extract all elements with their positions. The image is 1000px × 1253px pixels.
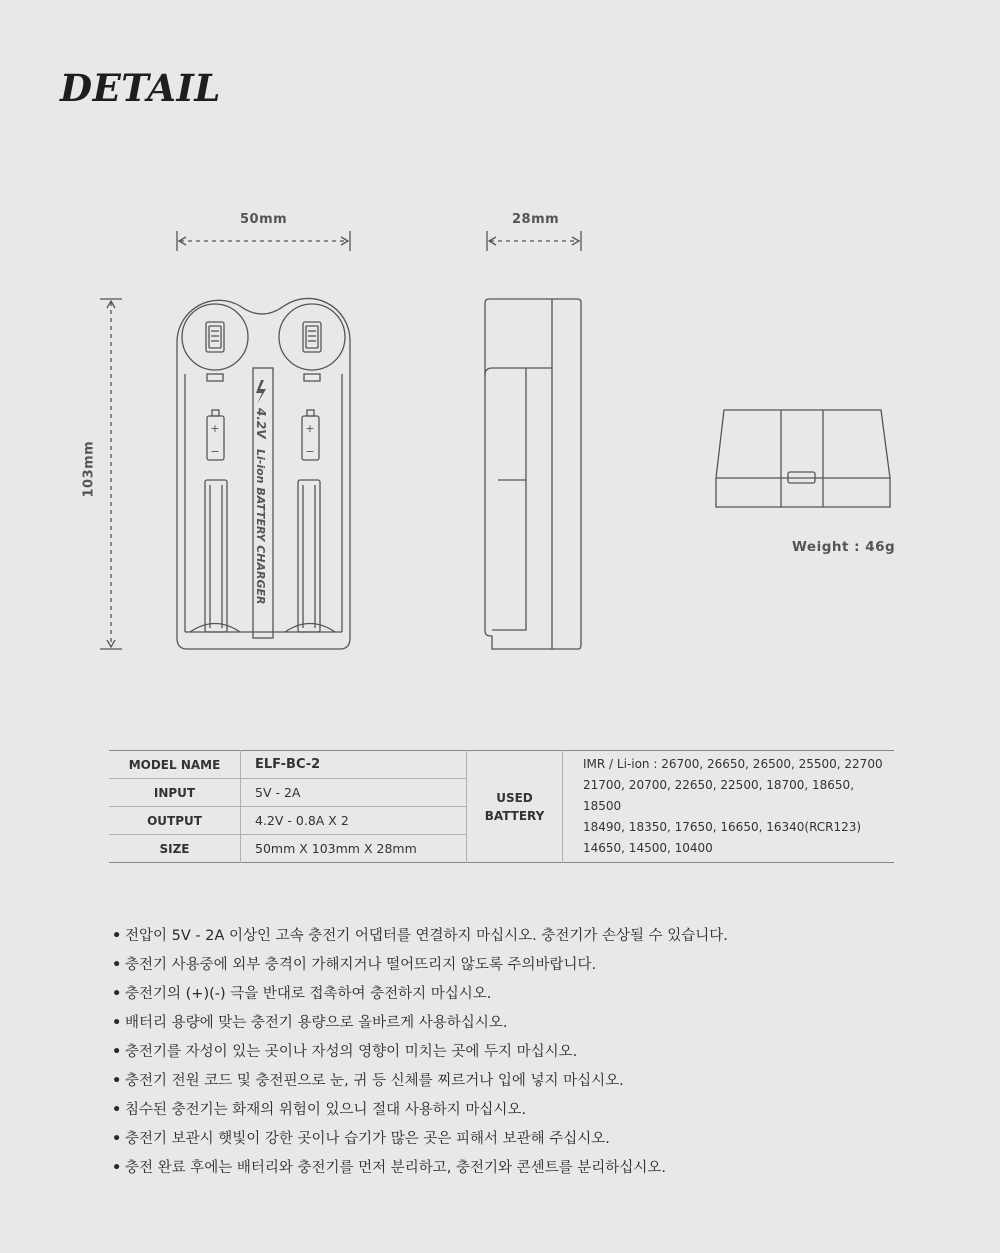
battery-plus-sign-right: + bbox=[305, 422, 315, 435]
bullet: • bbox=[112, 1044, 122, 1060]
bullet: • bbox=[112, 957, 122, 973]
bullet: • bbox=[112, 1073, 122, 1089]
note-text: 배터리 용량에 맞는 충전기 용량으로 올바르게 사용하십시오. bbox=[125, 1015, 508, 1031]
printed-voltage: 4.2V bbox=[254, 408, 268, 439]
battery-line: 14650, 14500, 10400 bbox=[583, 841, 713, 855]
battery-minus-sign-right: − bbox=[305, 445, 315, 458]
width-dimension-line bbox=[177, 231, 350, 251]
spec-value-input: 5V - 2A bbox=[241, 779, 467, 807]
list-item bbox=[112, 1154, 728, 1183]
used-label-line2: BATTERY bbox=[484, 808, 545, 823]
page-title: DETAIL bbox=[60, 66, 221, 110]
note-text: 침수된 충전기는 화재의 위험이 있으니 절대 사용하지 마십시오. bbox=[125, 1102, 527, 1118]
spec-label-input: INPUT bbox=[109, 779, 241, 807]
spec-value-model: ELF-BC-2 bbox=[241, 751, 467, 779]
list-item bbox=[112, 1067, 728, 1096]
note-text: 충전기 보관시 햇빛이 강한 곳이나 습기가 많은 곳은 피해서 보관해 주십시오. bbox=[125, 1131, 610, 1147]
battery-minus-sign-left: − bbox=[210, 445, 220, 458]
battery-line: 18490, 18350, 17650, 16650, 16340(RCR123) bbox=[583, 820, 862, 834]
table-row bbox=[109, 751, 894, 779]
spec-label-size: SIZE bbox=[109, 835, 241, 863]
height-dimension-line bbox=[100, 299, 122, 649]
bullet: • bbox=[112, 1015, 122, 1031]
battery-line: IMR / Li-ion : 26700, 26650, 26500, 25500, 22700 bbox=[583, 757, 883, 771]
width-label: 50mm bbox=[240, 212, 288, 227]
battery-list bbox=[563, 751, 895, 863]
height-label: 103mm bbox=[81, 440, 97, 498]
bullet: • bbox=[112, 1102, 122, 1118]
spec-table bbox=[109, 750, 894, 863]
list-item bbox=[112, 1038, 728, 1067]
list-item bbox=[112, 951, 728, 980]
list-item bbox=[112, 922, 728, 951]
list-item bbox=[112, 980, 728, 1009]
note-text: 충전기 사용중에 외부 충격이 가해지거나 떨어뜨리지 않도록 주의바랍니다. bbox=[125, 957, 597, 973]
bullet: • bbox=[112, 986, 122, 1002]
depth-label: 28mm bbox=[512, 212, 560, 227]
note-text: 충전기 전원 코드 및 충전핀으로 눈, 귀 등 신체를 찌르거나 입에 넣지 마십시오. bbox=[125, 1073, 624, 1089]
spec-label-output: OUTPUT bbox=[109, 807, 241, 835]
charger-side-view bbox=[485, 299, 581, 649]
charger-top-view bbox=[716, 410, 890, 507]
spec-value-size: 50mm X 103mm X 28mm bbox=[241, 835, 467, 863]
spec-value-output: 4.2V - 0.8A X 2 bbox=[241, 807, 467, 835]
list-item bbox=[112, 1125, 728, 1154]
battery-line: 21700, 20700, 22650, 22500, 18700, 18650, 18500 bbox=[583, 778, 855, 813]
bullet: • bbox=[112, 1131, 122, 1147]
note-text: 충전 완료 후에는 배터리와 충전기를 먼저 분리하고, 충전기와 콘센트를 분리하십시오. bbox=[125, 1160, 666, 1176]
caution-list bbox=[112, 922, 728, 1183]
list-item bbox=[112, 1009, 728, 1038]
printed-product-name: Li-ion BATTERY CHARGER bbox=[254, 449, 267, 605]
bullet: • bbox=[112, 1160, 122, 1176]
list-item bbox=[112, 1096, 728, 1125]
note-text: 충전기를 자성이 있는 곳이나 자성의 영향이 미치는 곳에 두지 마십시오. bbox=[125, 1044, 578, 1060]
spec-label-model: MODEL NAME bbox=[109, 751, 241, 779]
depth-dimension-line bbox=[487, 231, 581, 251]
note-text: 충전기의 (+)(-) 극을 반대로 접촉하여 충전하지 마십시오. bbox=[125, 986, 492, 1002]
used-battery-label bbox=[467, 751, 563, 863]
lightning-icon bbox=[256, 380, 266, 404]
bullet: • bbox=[112, 928, 122, 944]
battery-plus-sign-left: + bbox=[210, 422, 220, 435]
note-text: 전압이 5V - 2A 이상인 고속 충전기 어댑터를 연결하지 마십시오. 충전기가 손상될 수 있습니다. bbox=[125, 928, 728, 944]
weight-label: Weight : 46g bbox=[792, 539, 896, 555]
used-label-line1: USED bbox=[496, 790, 533, 805]
